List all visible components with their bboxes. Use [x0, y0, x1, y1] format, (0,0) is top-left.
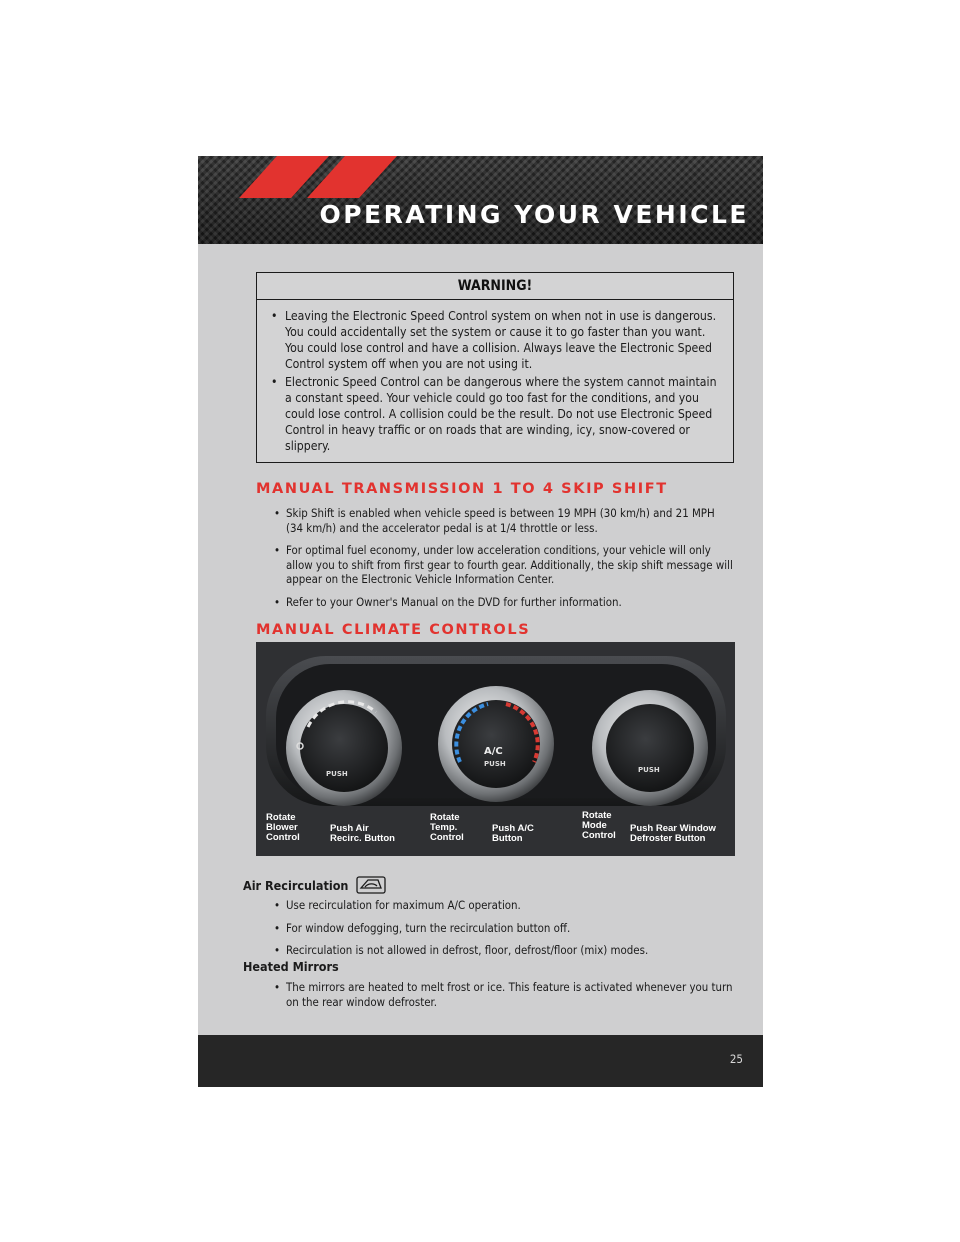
air-recirculation-item: • Recirculation is not allowed in defrost, floor, defrost/floor (mix) modes. [274, 943, 734, 958]
air-recirculation-item: • Use recirculation for maximum A/C operation. [274, 898, 734, 913]
skip-shift-list [274, 506, 734, 617]
callout-ac: Button [492, 833, 523, 844]
callout-rotate-temp: Control [430, 832, 464, 843]
callout-ac: Push A/C [492, 823, 534, 834]
page-number: 25 [729, 1052, 743, 1066]
warning-heading: WARNING! [257, 273, 733, 300]
air-recirculation-item: • For window defogging, turn the recirculation button off. [274, 921, 734, 936]
page-header [198, 156, 763, 244]
callout-rotate-mode: Control [582, 830, 616, 841]
push-label: PUSH [326, 770, 348, 778]
warning-item: • Electronic Speed Control can be dangerous where the system cannot maintain a constant speed. Your vehicle could go too fast for the conditions, and you could lose control. A collision could be the result. Do not use Electronic Speed Control in heavy traffic or on roads that are winding, icy, snow-covered or slippery. [271, 374, 723, 454]
ac-label: A/C [484, 746, 503, 757]
climate-panel-illustration [256, 642, 735, 856]
mode-knob [592, 690, 708, 806]
callout-defroster: Push Rear Window [630, 823, 716, 834]
air-recirculation-heading [243, 876, 386, 894]
heated-mirrors-list [274, 980, 734, 1017]
warning-box [256, 272, 734, 463]
callout-rotate-blower: Control [266, 832, 300, 843]
callout-recirc: Recirc. Button [330, 833, 395, 844]
skip-shift-item: • For optimal fuel economy, under low acceleration conditions, your vehicle will only allow you to shift from first gear to fourth gear. Additionally, the skip shift message will appear on the Electronic Vehicle Information Center. [274, 543, 734, 587]
warning-list [257, 300, 733, 454]
callout-rotate-blower: Rotate [266, 812, 296, 823]
skip-shift-item: • Refer to your Owner's Manual on the DVD for further information. [274, 595, 734, 610]
temperature-knob [438, 686, 554, 802]
climate-controls-photo [256, 642, 735, 856]
skip-shift-item: • Skip Shift is enabled when vehicle speed is between 19 MPH (30 km/h) and 21 MPH (34 km/h) and the accelerator pedal is at 1/4 throttle or less. [274, 506, 734, 535]
recirculation-icon [356, 876, 386, 894]
callout-recirc: Push Air [330, 823, 369, 834]
callout-defroster: Defroster Button [630, 833, 706, 844]
air-recirculation-list [274, 898, 734, 966]
heated-mirrors-heading: Heated Mirrors [243, 959, 339, 974]
manual-page [198, 156, 763, 1087]
callout-rotate-temp: Rotate [430, 812, 460, 823]
push-label: PUSH [638, 766, 660, 774]
skip-shift-title: MANUAL TRANSMISSION 1 TO 4 SKIP SHIFT [256, 481, 668, 497]
climate-controls-title: MANUAL CLIMATE CONTROLS [256, 622, 531, 638]
page-footer [198, 1035, 763, 1087]
section-header-title: OPERATING YOUR VEHICLE [319, 200, 749, 229]
push-label: PUSH [484, 760, 506, 768]
callout-rotate-temp: Temp. [430, 822, 458, 833]
callout-rotate-mode: Mode [582, 820, 607, 831]
callout-rotate-mode: Rotate [582, 810, 612, 821]
heated-mirrors-item: • The mirrors are heated to melt frost or ice. This feature is activated whenever you turn on the rear window defroster. [274, 980, 734, 1009]
blower-knob [286, 690, 402, 806]
warning-item: • Leaving the Electronic Speed Control system on when not in use is dangerous. You could accidentally set the system or cause it to go faster than you want. You could lose control and have a collision. Always leave the Electronic Speed Control system off when you are not using it. [271, 308, 723, 372]
air-recirculation-title: Air Recirculation [243, 878, 349, 893]
callout-rotate-blower: Blower [266, 822, 298, 833]
